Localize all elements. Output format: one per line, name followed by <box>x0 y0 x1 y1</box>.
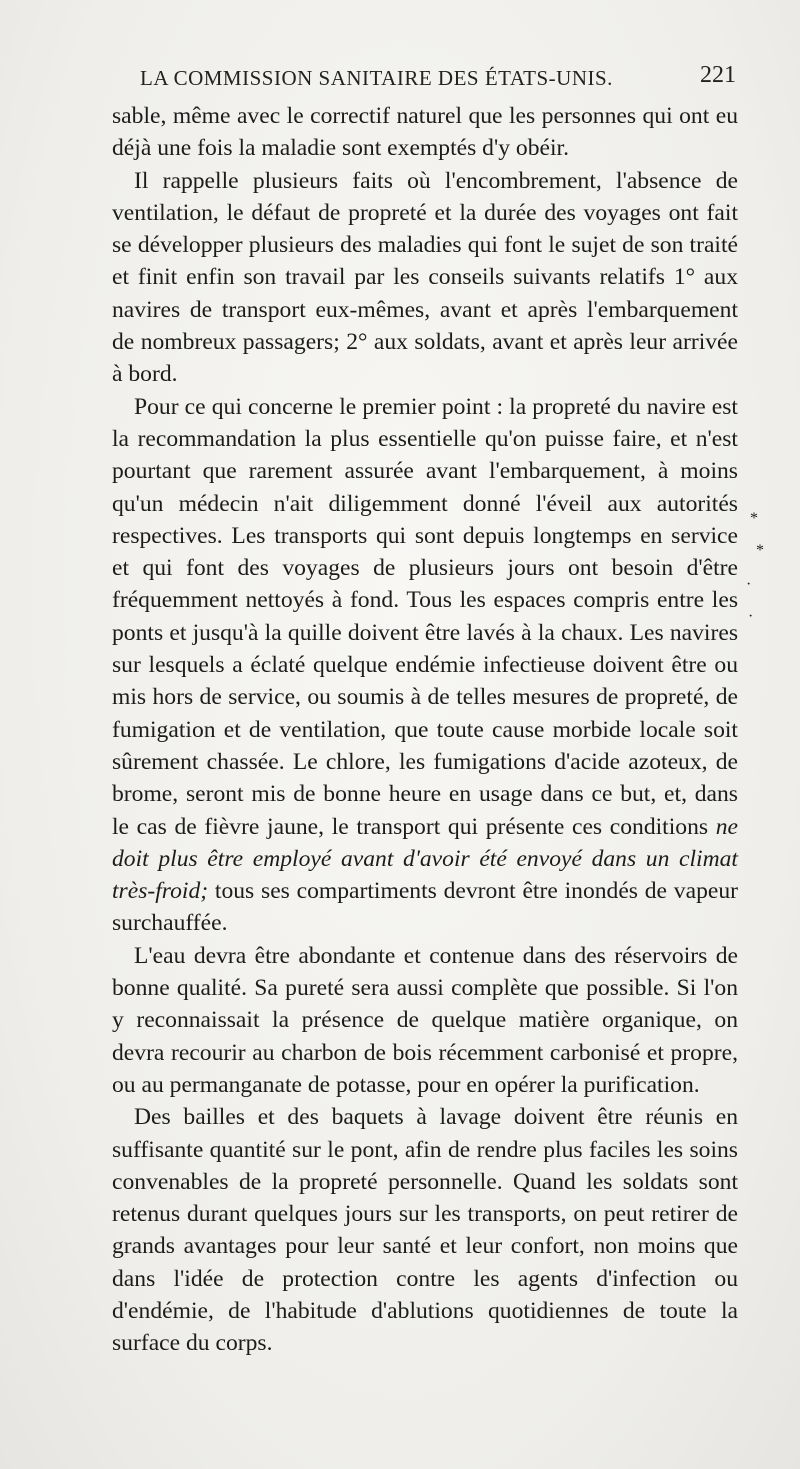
paragraph-text: Pour ce qui concerne le premier point : la propreté du navire est la recommandation la plus essentielle qu'on puisse faire, et n'est pourtant que rarement assurée avant l'embarquement, à moins qu'un médecin n'ait diligemment donné l'éveil aux autorités respectives. Les transports qui sont depuis longtemps en service et qui font des voyages de plusieurs jours ont besoin d'être fréquemment nettoyés à fond. Tous les espaces compris entre les ponts et jusqu'à la quille doivent être lavés à la chaux. Les navires sur lesquels a éclaté quelque endémie infectieuse doivent être ou mis hors de service, ou soumis à de telles mesures de propreté, de fumigation et de ventilation, que toute cause morbide locale soit sûrement chassée. Le chlore, les fumigations d'acide azoteux, de brome, seront mis de bonne heure en usage dans ce but, et, dans le cas de fièvre jaune, le transport qui présente ces conditions <box>112 393 738 840</box>
body-text <box>112 100 738 1360</box>
paragraph-text: Des bailles et des baquets à lavage doivent être réunis en suffisante quantité sur le pont, afin de rendre plus faciles les soins convenables de la propreté personnelle. Quand les soldats sont retenus durant quelques jours sur les transports, on peut retirer de grands avantages pour leur santé et leur confort, non moins que dans l'idée de protection contre les agents d'infection ou d'endémie, de l'habitude d'ablutions quotidiennes de toute la surface du corps. <box>112 1104 738 1357</box>
paragraph-text: L'eau devra être abondante et contenue dans des réservoirs de bonne qualité. Sa pureté sera aussi complète que possible. Si l'on y reconnaissait la présence de quelque matière organique, on devra recourir au charbon de bois récemment carbonisé et propre, ou au permanganate de potasse, pour en opérer la purification. <box>112 942 738 1098</box>
paragraph-5 <box>112 1101 738 1359</box>
margin-mark: · <box>748 608 754 625</box>
page-header <box>110 58 736 92</box>
margin-mark: * <box>750 510 758 527</box>
paragraph-text: Il rappelle plusieurs faits où l'encombrement, l'absence de ventilation, le défaut de propreté et la durée des voyages ont fait se développer plusieurs des maladies qui font le sujet de son traité et finit enfin son travail par les conseils suivants relatifs 1° aux navires de transport eux-mêmes, avant et après l'embarquement de nombreux passagers; 2° aux soldats, avant et après leur arrivée à bord. <box>112 167 738 388</box>
running-title: LA COMMISSION SANITAIRE DES ÉTATS-UNIS. <box>140 66 613 90</box>
paragraph-2 <box>112 165 738 391</box>
paragraph-text: tous ses compartiments devront être inondés de vapeur surchauffée. <box>112 878 738 937</box>
paragraph-4 <box>112 940 738 1101</box>
margin-mark: * <box>756 542 764 559</box>
paragraph-1 <box>112 100 738 165</box>
paragraph-3 <box>112 391 738 940</box>
margin-mark: · <box>746 576 752 593</box>
paragraph-text: sable, même avec le correctif naturel que les personnes qui ont eu déjà une fois la maladie sont exemptés d'y obéir. <box>112 103 738 162</box>
margin-marks <box>744 510 774 640</box>
italic-passage: ne doit plus être employé avant d'avoir été envoyé dans un climat très-froid; <box>112 813 738 905</box>
page-number: 221 <box>700 62 736 88</box>
